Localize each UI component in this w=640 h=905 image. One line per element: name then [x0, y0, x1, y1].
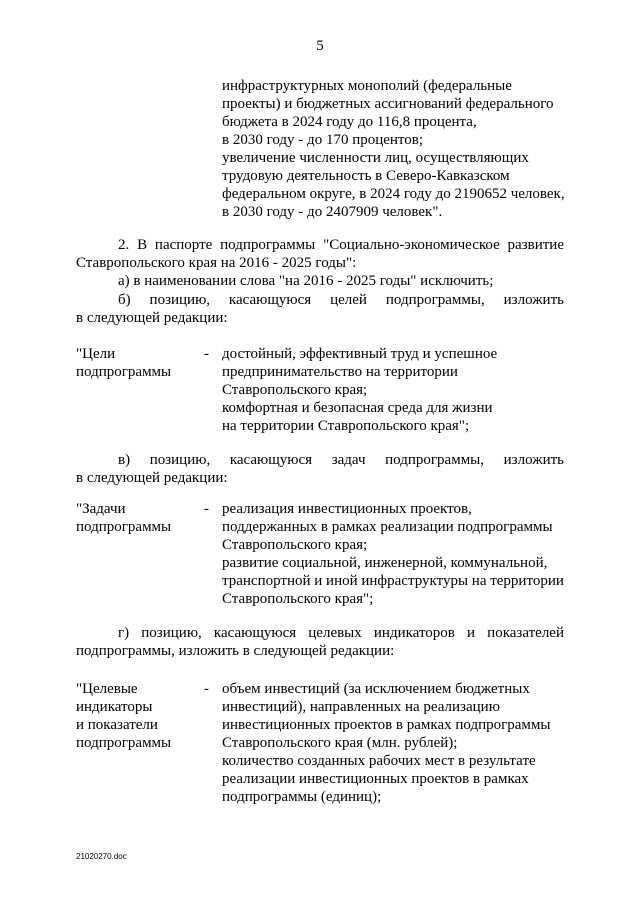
item-v: в) позицию, касающуюся задач подпрограммы, изложить [118, 452, 564, 468]
tasks-dash: - [204, 501, 209, 517]
indicators-label: подпрограммы [76, 735, 172, 751]
goals-line: предпринимательство на территории [222, 364, 458, 380]
page-number: 5 [316, 38, 324, 54]
intro-line: увеличение численности лиц, осуществляющих [222, 150, 529, 166]
intro-line: в 2030 году - до 170 процентов; [222, 132, 424, 148]
item-v-cont: в следующей редакции: [76, 470, 228, 486]
indicators-line: объем инвестиций (за исключением бюджетных [222, 681, 530, 697]
item-g-cont: подпрограммы, изложить в следующей редакции: [76, 643, 395, 659]
tasks-label: "Задачи [76, 501, 126, 517]
indicators-line: реализации инвестиционных проектов в рамках [222, 771, 529, 787]
tasks-line: Ставропольского края"; [222, 591, 374, 607]
indicators-label: и показатели [76, 717, 158, 733]
indicators-line: инвестиционных проектов в рамках подпрограммы [222, 717, 551, 733]
tasks-line: транспортной и иной инфраструктуры на территории [222, 573, 564, 589]
goals-label: "Цели [76, 346, 116, 362]
paragraph-2-heading: 2. В паспорте подпрограммы "Социально-экономическое развитие [118, 237, 564, 253]
tasks-line: развитие социальной, инженерной, коммунальной, [222, 555, 548, 571]
indicators-line: инвестиций), направленных на реализацию [222, 699, 500, 715]
file-name-footer: 21020270.doc [76, 852, 127, 861]
indicators-label: индикаторы [76, 699, 153, 715]
indicators-line: подпрограммы (единиц); [222, 789, 382, 805]
item-b-cont: в следующей редакции: [76, 310, 228, 326]
goals-label: подпрограммы [76, 364, 172, 380]
paragraph-2-heading-cont: Ставропольского края на 2016 - 2025 годы": [76, 255, 357, 271]
intro-line: проекты) и бюджетных ассигнований федерального [222, 96, 554, 112]
item-a: а) в наименовании слова "на 2016 - 2025 годы" исключить; [118, 273, 494, 289]
goals-line: Ставропольского края; [222, 382, 368, 398]
tasks-label: подпрограммы [76, 519, 172, 535]
intro-line: в 2030 году - до 2407909 человек". [222, 204, 443, 220]
tasks-line: реализация инвестиционных проектов, [222, 501, 472, 517]
item-b: б) позицию, касающуюся целей подпрограммы, изложить [118, 292, 564, 308]
item-g: г) позицию, касающуюся целевых индикаторов и показателей [118, 625, 564, 641]
indicators-line: Ставропольского края (млн. рублей); [222, 735, 458, 751]
intro-line: федеральном округе, в 2024 году до 2190652 человек, [222, 186, 565, 202]
intro-line: инфраструктурных монополий (федеральные [222, 78, 512, 94]
goals-line: на территории Ставропольского края"; [222, 418, 470, 434]
tasks-line: Ставропольского края; [222, 537, 368, 553]
goals-dash: - [204, 346, 209, 362]
intro-line: бюджета в 2024 году до 116,8 процента, [222, 114, 477, 130]
indicators-label: "Целевые [76, 681, 138, 697]
goals-line: комфортная и безопасная среда для жизни [222, 400, 493, 416]
indicators-dash: - [204, 681, 209, 697]
tasks-line: поддержанных в рамках реализации подпрограммы [222, 519, 553, 535]
intro-line: трудовую деятельность в Северо-Кавказском [222, 168, 510, 184]
indicators-line: количество созданных рабочих мест в результате [222, 753, 536, 769]
goals-line: достойный, эффективный труд и успешное [222, 346, 498, 362]
